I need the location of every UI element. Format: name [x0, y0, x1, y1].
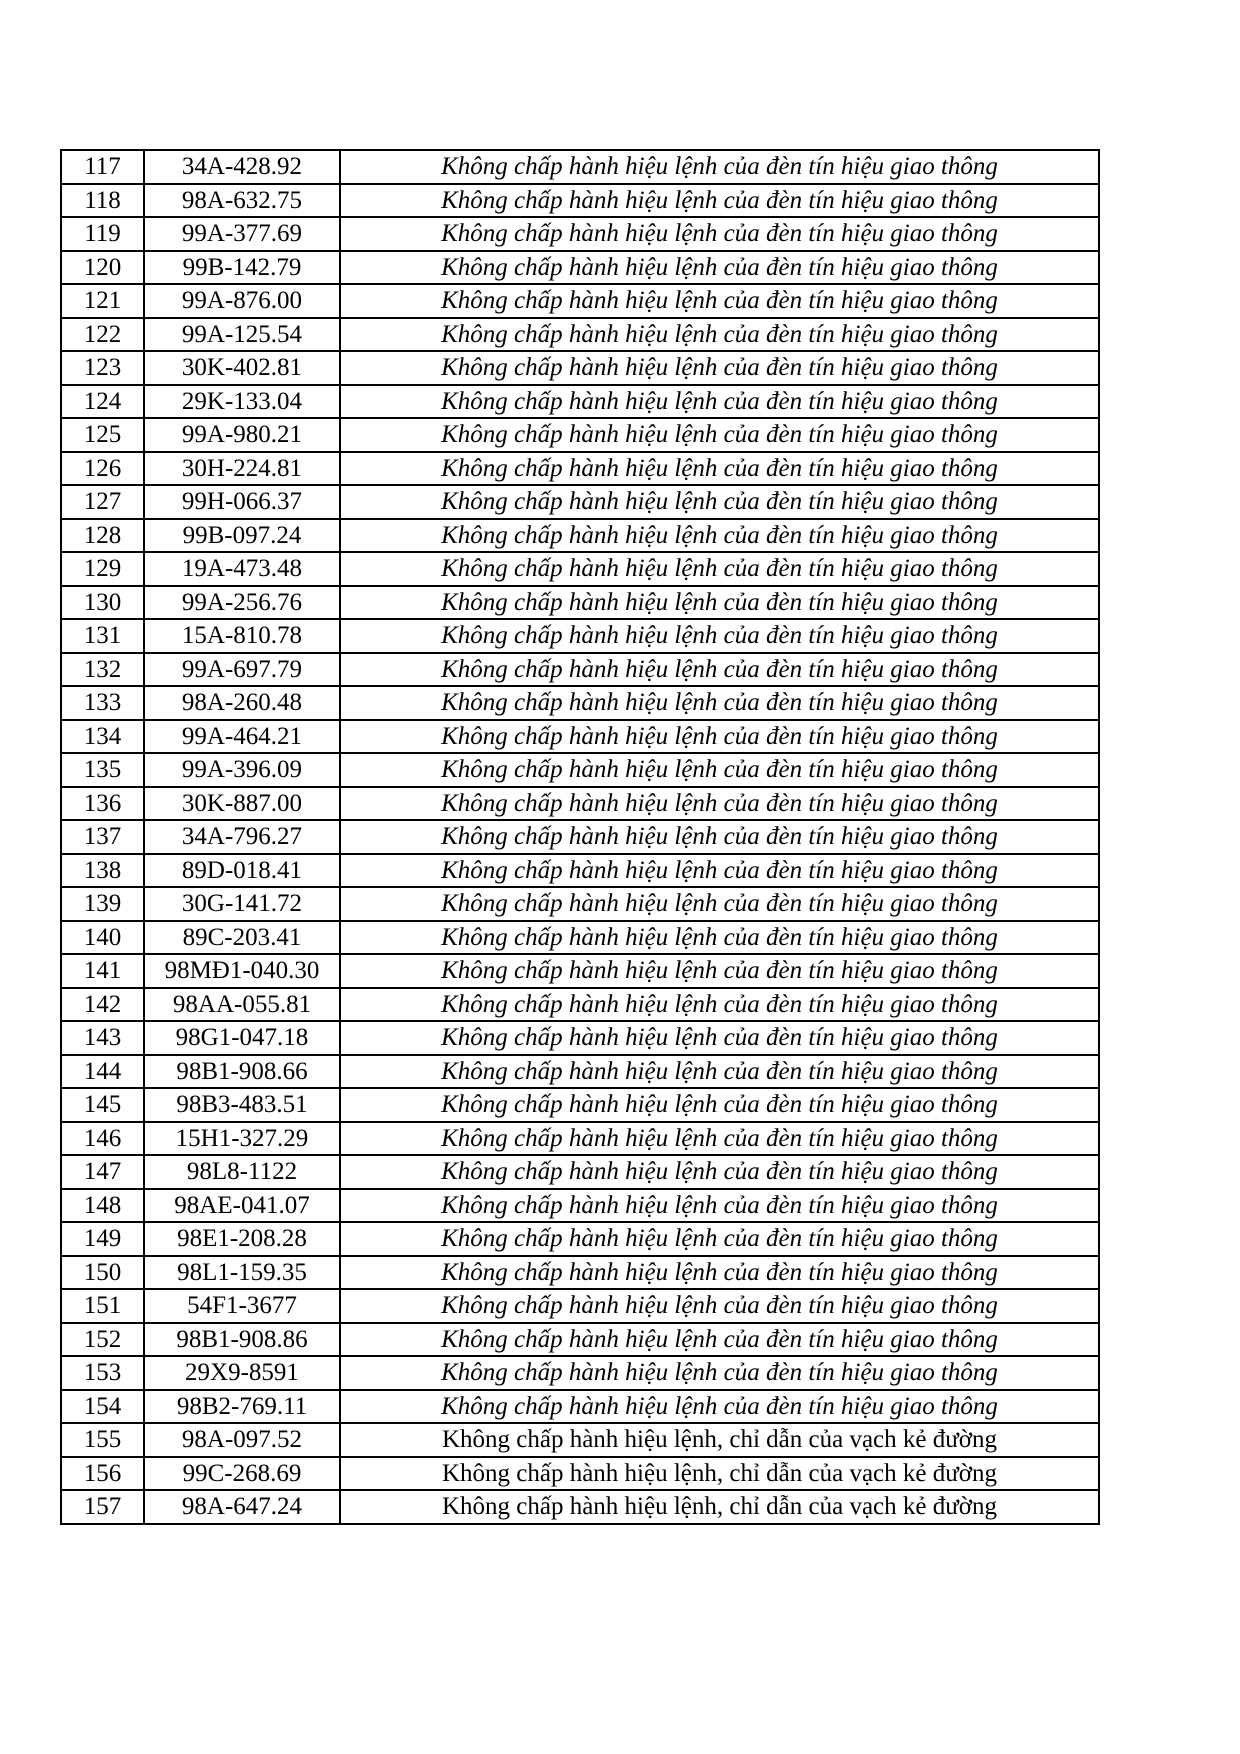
license-plate-cell: 98MĐ1-040.30 — [144, 954, 340, 988]
license-plate-cell: 89D-018.41 — [144, 854, 340, 888]
row-number-cell: 118 — [61, 184, 144, 218]
table-row — [61, 720, 1099, 754]
license-plate-cell: 54F1-3677 — [144, 1289, 340, 1323]
license-plate-cell: 99A-876.00 — [144, 284, 340, 318]
row-number-cell: 146 — [61, 1122, 144, 1156]
row-number-cell: 156 — [61, 1457, 144, 1491]
row-number-cell: 124 — [61, 385, 144, 419]
violation-cell: Không chấp hành hiệu lệnh của đèn tín hiệu giao thông — [340, 921, 1099, 955]
violation-cell: Không chấp hành hiệu lệnh của đèn tín hiệu giao thông — [340, 519, 1099, 553]
license-plate-cell: 99C-268.69 — [144, 1457, 340, 1491]
violation-cell: Không chấp hành hiệu lệnh của đèn tín hiệu giao thông — [340, 150, 1099, 184]
license-plate-cell: 30K-887.00 — [144, 787, 340, 821]
table-row — [61, 921, 1099, 955]
row-number-cell: 148 — [61, 1189, 144, 1223]
violation-cell: Không chấp hành hiệu lệnh của đèn tín hiệu giao thông — [340, 1122, 1099, 1156]
row-number-cell: 153 — [61, 1356, 144, 1390]
table-row — [61, 887, 1099, 921]
row-number-cell: 122 — [61, 318, 144, 352]
row-number-cell: 157 — [61, 1490, 144, 1524]
table-row — [61, 1390, 1099, 1424]
violation-cell: Không chấp hành hiệu lệnh của đèn tín hiệu giao thông — [340, 954, 1099, 988]
violations-table — [60, 149, 1100, 1525]
violation-cell: Không chấp hành hiệu lệnh của đèn tín hiệu giao thông — [340, 753, 1099, 787]
row-number-cell: 137 — [61, 820, 144, 854]
violation-cell: Không chấp hành hiệu lệnh của đèn tín hiệu giao thông — [340, 720, 1099, 754]
table-row — [61, 1323, 1099, 1357]
row-number-cell: 147 — [61, 1155, 144, 1189]
table-row — [61, 485, 1099, 519]
license-plate-cell: 30G-141.72 — [144, 887, 340, 921]
license-plate-cell: 30H-224.81 — [144, 452, 340, 486]
violation-cell: Không chấp hành hiệu lệnh của đèn tín hiệu giao thông — [340, 418, 1099, 452]
violation-cell: Không chấp hành hiệu lệnh của đèn tín hiệu giao thông — [340, 1021, 1099, 1055]
row-number-cell: 135 — [61, 753, 144, 787]
table-row — [61, 150, 1099, 184]
license-plate-cell: 34A-796.27 — [144, 820, 340, 854]
license-plate-cell: 29K-133.04 — [144, 385, 340, 419]
table-row — [61, 1021, 1099, 1055]
table-row — [61, 787, 1099, 821]
license-plate-cell: 15H1-327.29 — [144, 1122, 340, 1156]
violation-cell: Không chấp hành hiệu lệnh, chỉ dẫn của vạch kẻ đường — [340, 1457, 1099, 1491]
license-plate-cell: 98A-260.48 — [144, 686, 340, 720]
license-plate-cell: 98L1-159.35 — [144, 1256, 340, 1290]
violation-cell: Không chấp hành hiệu lệnh của đèn tín hiệu giao thông — [340, 284, 1099, 318]
row-number-cell: 131 — [61, 619, 144, 653]
violation-cell: Không chấp hành hiệu lệnh của đèn tín hiệu giao thông — [340, 184, 1099, 218]
row-number-cell: 127 — [61, 485, 144, 519]
license-plate-cell: 98A-647.24 — [144, 1490, 340, 1524]
violation-cell: Không chấp hành hiệu lệnh của đèn tín hiệu giao thông — [340, 1390, 1099, 1424]
row-number-cell: 119 — [61, 217, 144, 251]
license-plate-cell: 98E1-208.28 — [144, 1222, 340, 1256]
table-row — [61, 217, 1099, 251]
violation-cell: Không chấp hành hiệu lệnh của đèn tín hiệu giao thông — [340, 351, 1099, 385]
license-plate-cell: 98B1-908.86 — [144, 1323, 340, 1357]
violation-cell: Không chấp hành hiệu lệnh của đèn tín hiệu giao thông — [340, 887, 1099, 921]
table-row — [61, 653, 1099, 687]
violation-cell: Không chấp hành hiệu lệnh của đèn tín hiệu giao thông — [340, 787, 1099, 821]
row-number-cell: 126 — [61, 452, 144, 486]
license-plate-cell: 98A-632.75 — [144, 184, 340, 218]
table-row — [61, 954, 1099, 988]
license-plate-cell: 98B2-769.11 — [144, 1390, 340, 1424]
violation-cell: Không chấp hành hiệu lệnh của đèn tín hiệu giao thông — [340, 653, 1099, 687]
table-row — [61, 452, 1099, 486]
table-row — [61, 854, 1099, 888]
row-number-cell: 140 — [61, 921, 144, 955]
row-number-cell: 142 — [61, 988, 144, 1022]
row-number-cell: 128 — [61, 519, 144, 553]
row-number-cell: 152 — [61, 1323, 144, 1357]
table-row — [61, 753, 1099, 787]
violation-cell: Không chấp hành hiệu lệnh của đèn tín hiệu giao thông — [340, 318, 1099, 352]
license-plate-cell: 98A-097.52 — [144, 1423, 340, 1457]
row-number-cell: 134 — [61, 720, 144, 754]
row-number-cell: 130 — [61, 586, 144, 620]
violation-cell: Không chấp hành hiệu lệnh của đèn tín hiệu giao thông — [340, 820, 1099, 854]
table-row — [61, 351, 1099, 385]
violation-cell: Không chấp hành hiệu lệnh của đèn tín hiệu giao thông — [340, 586, 1099, 620]
table-row — [61, 1189, 1099, 1223]
table-body — [61, 150, 1099, 1524]
violation-cell: Không chấp hành hiệu lệnh của đèn tín hiệu giao thông — [340, 854, 1099, 888]
violation-cell: Không chấp hành hiệu lệnh của đèn tín hiệu giao thông — [340, 251, 1099, 285]
row-number-cell: 141 — [61, 954, 144, 988]
row-number-cell: 154 — [61, 1390, 144, 1424]
license-plate-cell: 99A-125.54 — [144, 318, 340, 352]
row-number-cell: 121 — [61, 284, 144, 318]
table-row — [61, 1088, 1099, 1122]
violation-cell: Không chấp hành hiệu lệnh của đèn tín hiệu giao thông — [340, 485, 1099, 519]
violation-cell: Không chấp hành hiệu lệnh của đèn tín hiệu giao thông — [340, 1356, 1099, 1390]
violation-cell: Không chấp hành hiệu lệnh của đèn tín hiệu giao thông — [340, 552, 1099, 586]
table-row — [61, 686, 1099, 720]
row-number-cell: 125 — [61, 418, 144, 452]
row-number-cell: 132 — [61, 653, 144, 687]
license-plate-cell: 99A-377.69 — [144, 217, 340, 251]
table-row — [61, 1356, 1099, 1390]
table-row — [61, 284, 1099, 318]
license-plate-cell: 99A-697.79 — [144, 653, 340, 687]
license-plate-cell: 15A-810.78 — [144, 619, 340, 653]
violation-cell: Không chấp hành hiệu lệnh của đèn tín hiệu giao thông — [340, 1088, 1099, 1122]
table-row — [61, 184, 1099, 218]
license-plate-cell: 29X9-8591 — [144, 1356, 340, 1390]
row-number-cell: 150 — [61, 1256, 144, 1290]
table-row — [61, 318, 1099, 352]
row-number-cell: 151 — [61, 1289, 144, 1323]
row-number-cell: 120 — [61, 251, 144, 285]
violation-cell: Không chấp hành hiệu lệnh của đèn tín hiệu giao thông — [340, 619, 1099, 653]
violation-cell: Không chấp hành hiệu lệnh, chỉ dẫn của vạch kẻ đường — [340, 1490, 1099, 1524]
row-number-cell: 123 — [61, 351, 144, 385]
table-row — [61, 988, 1099, 1022]
violation-cell: Không chấp hành hiệu lệnh của đèn tín hiệu giao thông — [340, 1289, 1099, 1323]
violation-cell: Không chấp hành hiệu lệnh, chỉ dẫn của vạch kẻ đường — [340, 1423, 1099, 1457]
row-number-cell: 144 — [61, 1055, 144, 1089]
license-plate-cell: 99A-396.09 — [144, 753, 340, 787]
row-number-cell: 133 — [61, 686, 144, 720]
row-number-cell: 117 — [61, 150, 144, 184]
table-row — [61, 1122, 1099, 1156]
row-number-cell: 129 — [61, 552, 144, 586]
table-row — [61, 385, 1099, 419]
violation-cell: Không chấp hành hiệu lệnh của đèn tín hiệu giao thông — [340, 385, 1099, 419]
row-number-cell: 138 — [61, 854, 144, 888]
row-number-cell: 136 — [61, 787, 144, 821]
violation-cell: Không chấp hành hiệu lệnh của đèn tín hiệu giao thông — [340, 1055, 1099, 1089]
license-plate-cell: 98G1-047.18 — [144, 1021, 340, 1055]
table-row — [61, 1457, 1099, 1491]
row-number-cell: 145 — [61, 1088, 144, 1122]
table-row — [61, 820, 1099, 854]
violation-cell: Không chấp hành hiệu lệnh của đèn tín hiệu giao thông — [340, 1222, 1099, 1256]
violation-cell: Không chấp hành hiệu lệnh của đèn tín hiệu giao thông — [340, 988, 1099, 1022]
violation-cell: Không chấp hành hiệu lệnh của đèn tín hiệu giao thông — [340, 452, 1099, 486]
license-plate-cell: 99A-980.21 — [144, 418, 340, 452]
table-row — [61, 251, 1099, 285]
violation-cell: Không chấp hành hiệu lệnh của đèn tín hiệu giao thông — [340, 1189, 1099, 1223]
license-plate-cell: 98B1-908.66 — [144, 1055, 340, 1089]
table-row — [61, 586, 1099, 620]
table-row — [61, 619, 1099, 653]
table-row — [61, 1256, 1099, 1290]
table-row — [61, 1289, 1099, 1323]
table-row — [61, 552, 1099, 586]
license-plate-cell: 98AA-055.81 — [144, 988, 340, 1022]
violation-cell: Không chấp hành hiệu lệnh của đèn tín hiệu giao thông — [340, 686, 1099, 720]
row-number-cell: 139 — [61, 887, 144, 921]
table-row — [61, 1490, 1099, 1524]
table-row — [61, 519, 1099, 553]
violation-cell: Không chấp hành hiệu lệnh của đèn tín hiệu giao thông — [340, 1155, 1099, 1189]
table-row — [61, 1155, 1099, 1189]
license-plate-cell: 30K-402.81 — [144, 351, 340, 385]
license-plate-cell: 98AE-041.07 — [144, 1189, 340, 1223]
row-number-cell: 155 — [61, 1423, 144, 1457]
license-plate-cell: 98B3-483.51 — [144, 1088, 340, 1122]
license-plate-cell: 89C-203.41 — [144, 921, 340, 955]
row-number-cell: 143 — [61, 1021, 144, 1055]
violation-cell: Không chấp hành hiệu lệnh của đèn tín hiệu giao thông — [340, 217, 1099, 251]
license-plate-cell: 34A-428.92 — [144, 150, 340, 184]
table-row — [61, 1055, 1099, 1089]
row-number-cell: 149 — [61, 1222, 144, 1256]
violation-cell: Không chấp hành hiệu lệnh của đèn tín hiệu giao thông — [340, 1256, 1099, 1290]
violation-cell: Không chấp hành hiệu lệnh của đèn tín hiệu giao thông — [340, 1323, 1099, 1357]
table-row — [61, 1222, 1099, 1256]
license-plate-cell: 19A-473.48 — [144, 552, 340, 586]
license-plate-cell: 98L8-1122 — [144, 1155, 340, 1189]
license-plate-cell: 99B-142.79 — [144, 251, 340, 285]
license-plate-cell: 99A-256.76 — [144, 586, 340, 620]
license-plate-cell: 99H-066.37 — [144, 485, 340, 519]
license-plate-cell: 99A-464.21 — [144, 720, 340, 754]
table-row — [61, 418, 1099, 452]
license-plate-cell: 99B-097.24 — [144, 519, 340, 553]
table-row — [61, 1423, 1099, 1457]
